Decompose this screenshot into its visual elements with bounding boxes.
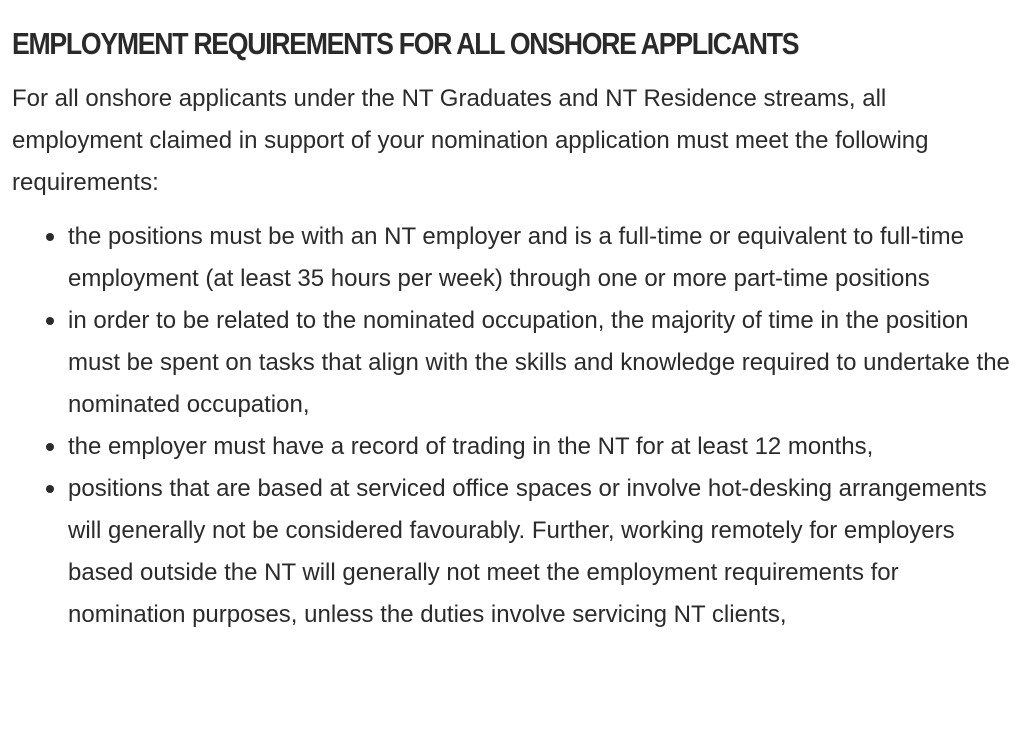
bullet-icon [46, 317, 54, 325]
list-item-text: positions that are based at serviced office spaces or involve hot-desking arrangements will generally not be considered favourably. Further, working remotely for employers based outside the NT will generally not meet the employment requirements for nomination purposes, unless the duties involve servicing NT clients, [68, 475, 987, 628]
list-item [68, 426, 1012, 468]
list-item [68, 468, 1012, 636]
section-heading: EMPLOYMENT REQUIREMENTS FOR ALL ONSHORE APPLICANTS [12, 26, 799, 61]
list-item [68, 216, 1012, 300]
list-item-text: the positions must be with an NT employer and is a full-time or equivalent to full-time employment (at least 35 hours per week) through one or more part-time positions [68, 223, 964, 292]
bullet-icon [46, 443, 54, 451]
list-item-text: in order to be related to the nominated occupation, the majority of time in the position must be spent on tasks that align with the skills and knowledge required to undertake the nominated occupation, [68, 307, 1010, 418]
requirements-list [12, 216, 1012, 636]
intro-paragraph: For all onshore applicants under the NT Graduates and NT Residence streams, all employment claimed in support of your nomination application must meet the following requirements: [12, 85, 929, 196]
bullet-icon [46, 485, 54, 493]
bullet-icon [46, 233, 54, 241]
list-item-text: the employer must have a record of trading in the NT for at least 12 months, [68, 433, 874, 460]
list-item [68, 300, 1012, 426]
